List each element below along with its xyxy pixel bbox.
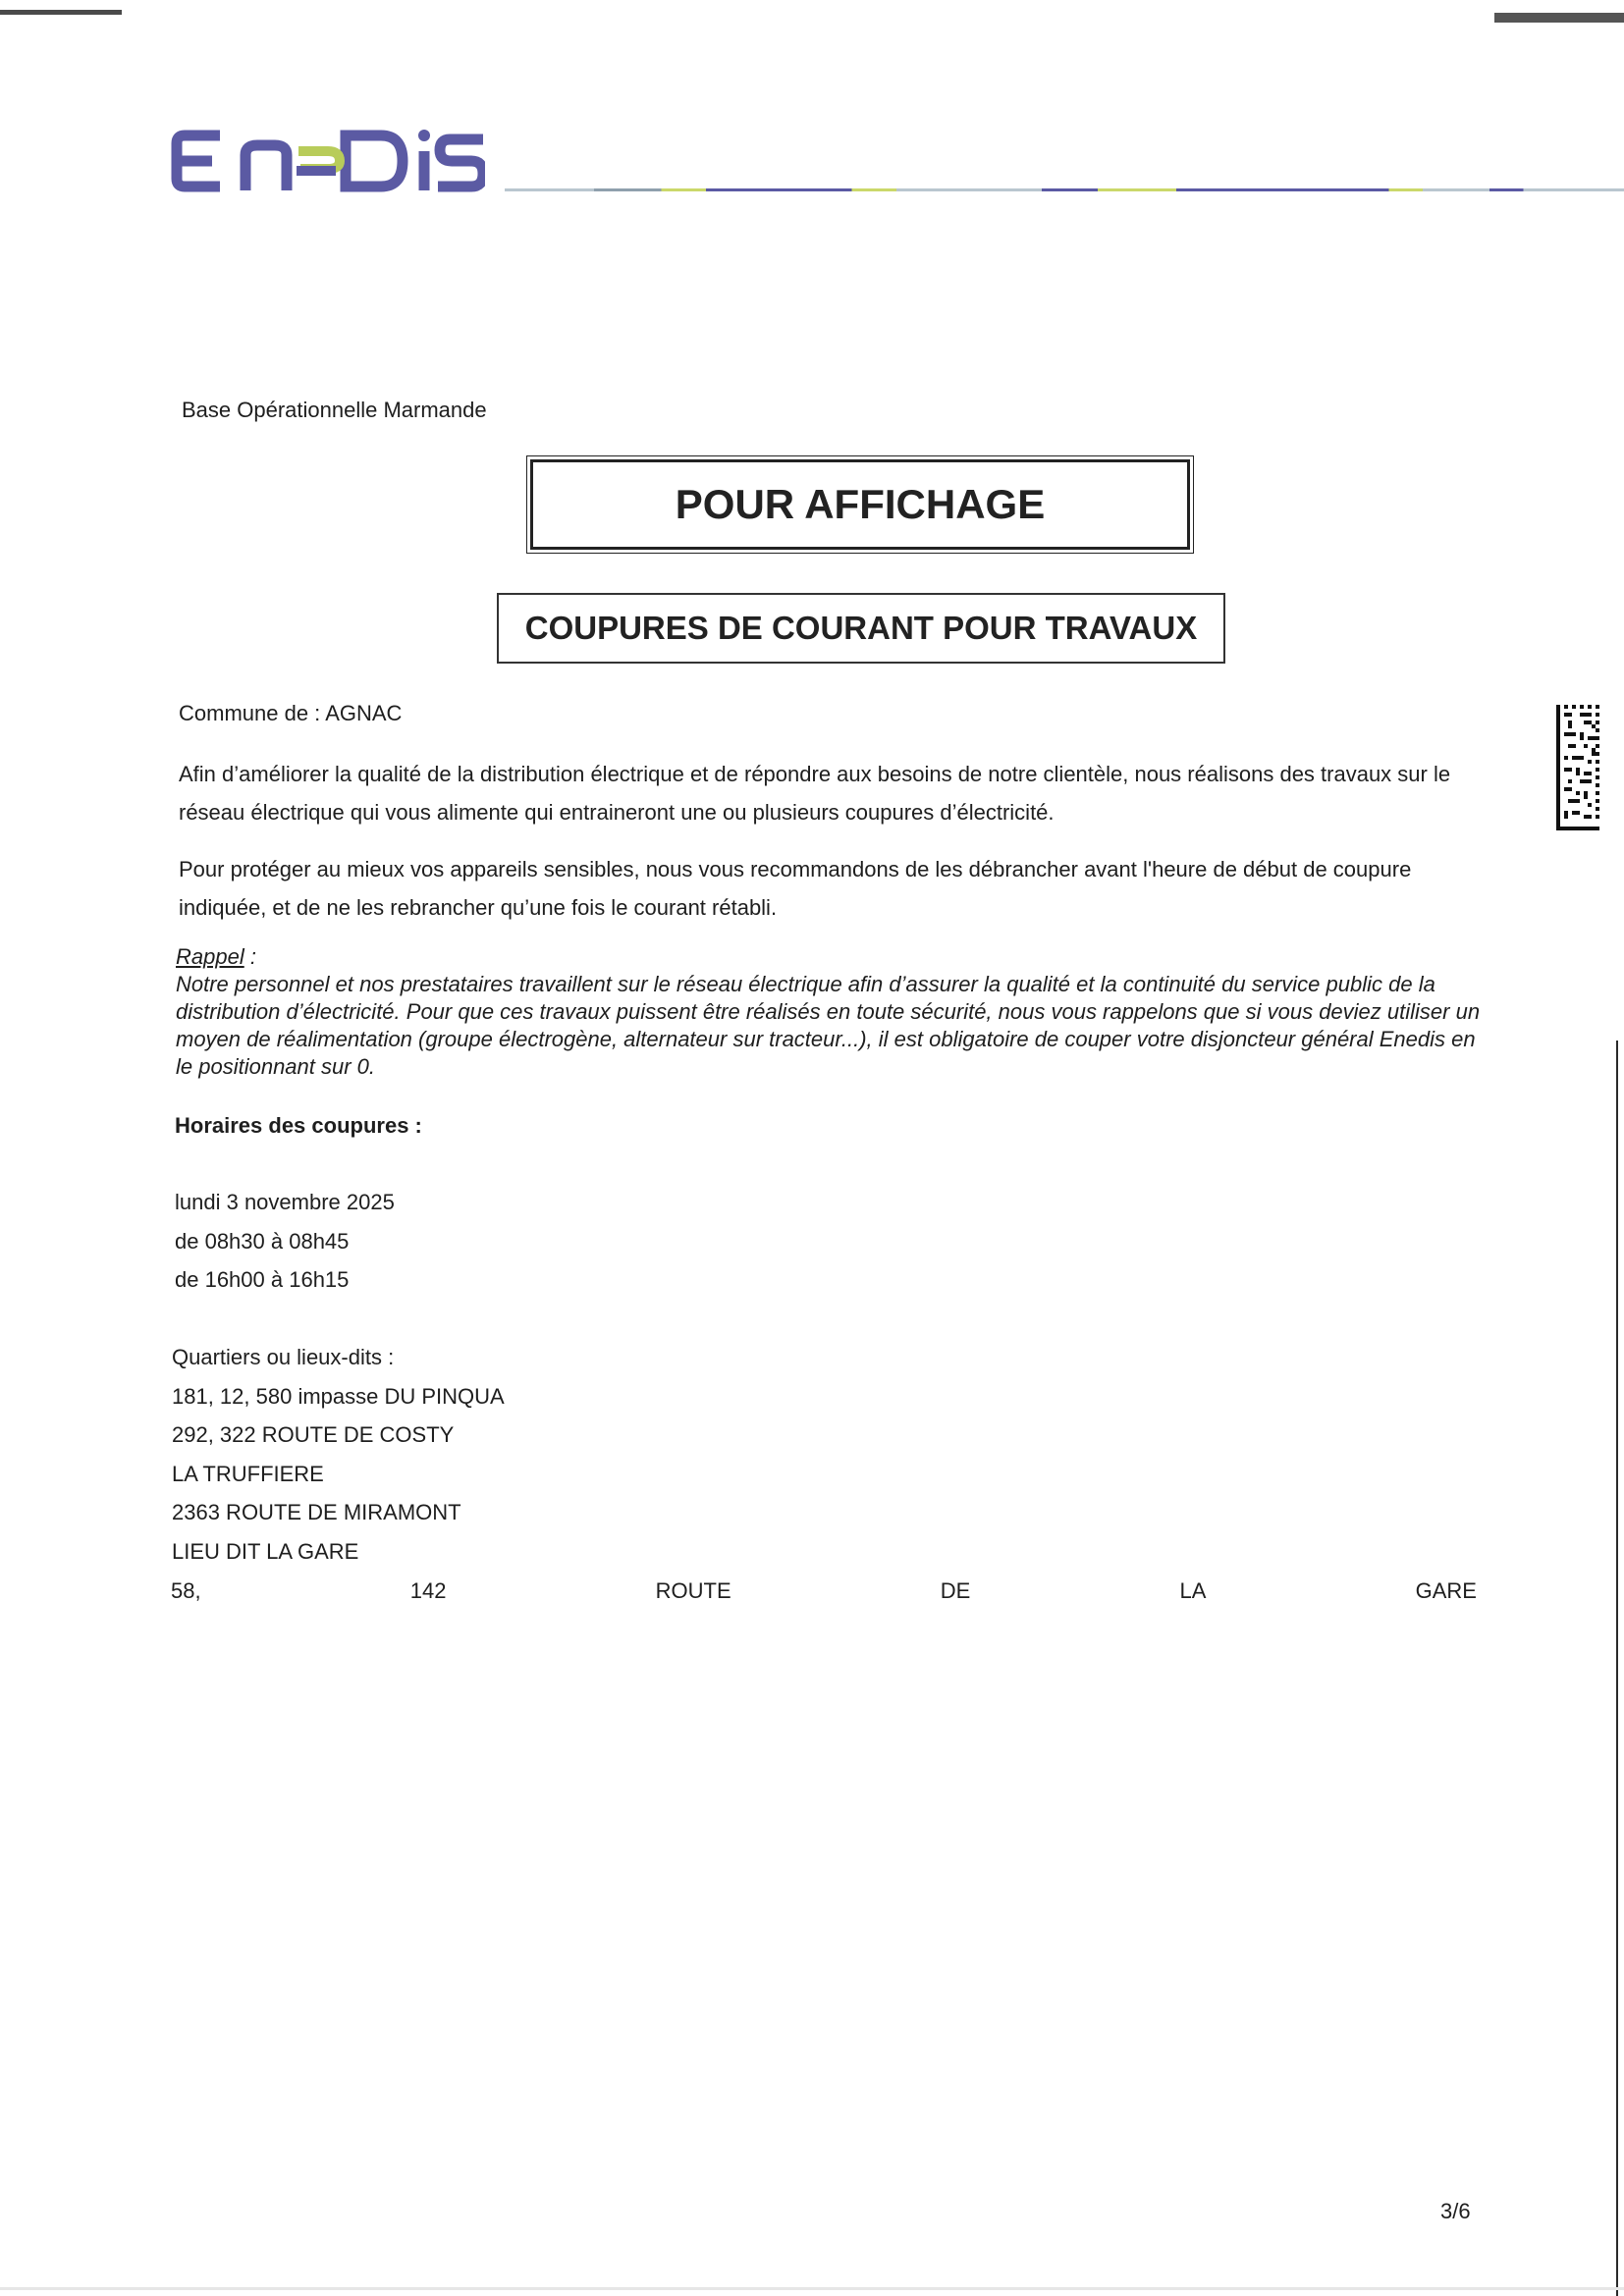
coupures-box [497, 593, 1225, 664]
page-number: 3/6 [1440, 2199, 1471, 2223]
rappel-label: Rappel [176, 944, 244, 969]
schedule-date: lundi 3 novembre 2025 [175, 1190, 395, 1214]
places-title: Quartiers ou lieux-dits : [172, 1345, 395, 1369]
datamatrix-code [1556, 705, 1599, 830]
intro-paragraph: Afin d’améliorer la qualité de la distribution électrique et de répondre aux besoins de notre clientèle, nous réalisons des travaux sur le réseau électrique qui vous alimente qui entraineront une ou plusieurs coupures d’électricité. [179, 762, 1451, 825]
place-item-justified [171, 1578, 1477, 1604]
schedule-slot: de 08h30 à 08h45 [175, 1229, 350, 1254]
scan-mark-top-right [1494, 13, 1624, 23]
scan-edge-bottom [0, 2287, 1624, 2290]
place-item: 292, 322 ROUTE DE COSTY [172, 1422, 455, 1447]
schedule-slot: de 16h00 à 16h15 [175, 1267, 350, 1292]
place-item: LA TRUFFIERE [172, 1462, 324, 1486]
place-item: 2363 ROUTE DE MIRAMONT [172, 1500, 461, 1524]
scan-edge-right [1616, 1041, 1618, 2296]
base-operationnelle: Base Opérationnelle Marmande [182, 398, 487, 422]
pour-affichage-box [530, 459, 1190, 550]
pour-affichage-title: POUR AFFICHAGE [675, 481, 1046, 527]
commune-line: Commune de : AGNAC [179, 701, 403, 725]
addr-word: LA [1179, 1578, 1207, 1603]
addr-word: GARE [1415, 1578, 1477, 1603]
place-item: LIEU DIT LA GARE [172, 1539, 359, 1564]
coupures-title: COUPURES DE COURANT POUR TRAVAUX [524, 610, 1198, 646]
place-item: 181, 12, 580 impasse DU PINQUA [172, 1384, 505, 1409]
schedule-title: Horaires des coupures : [175, 1113, 422, 1138]
addr-word: 58, [171, 1578, 201, 1603]
enedis-logo [171, 126, 485, 196]
rappel-heading [176, 943, 1491, 971]
header-rule [505, 188, 1624, 191]
addr-word: DE [940, 1578, 971, 1603]
rappel-colon: : [244, 944, 256, 969]
rappel-text: Notre personnel et nos prestataires travaillent sur le réseau électrique afin d’assurer la qualité et la continuité du service public de la distribution d’électricité. Pour que ces travaux puissent être réalisés en toute sécurité, nous vous rappelons que si vous deviez utiliser un moyen de réalimentation (groupe électrogène, alternateur sur tracteur...), il est obligatoire de couper votre disjoncteur général Enedis en le positionnant sur 0. [176, 972, 1481, 1079]
addr-word: 142 [409, 1578, 447, 1603]
scan-mark-top-left [0, 10, 122, 15]
protection-paragraph: Pour protéger au mieux vos appareils sensibles, nous vous recommandons de les débrancher avant l'heure de début de coupure indiquée, et de ne les rebrancher qu’une fois le courant rétabli. [179, 857, 1412, 920]
addr-word: ROUTE [655, 1578, 731, 1603]
rappel-block [176, 943, 1491, 1081]
